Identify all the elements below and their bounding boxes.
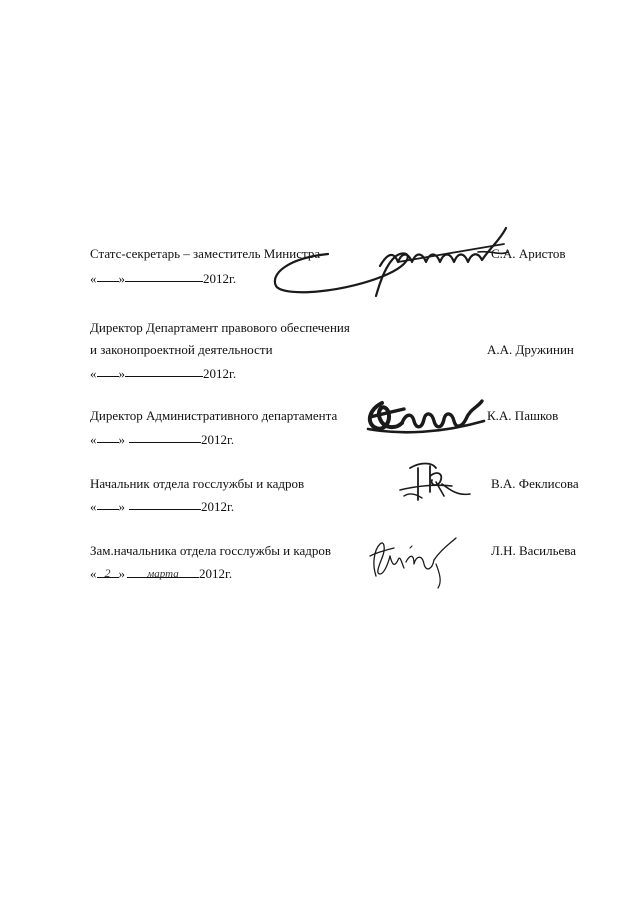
month-blank [125, 364, 203, 377]
date-open-quote: « [90, 271, 97, 286]
date-close-quote: » [118, 271, 125, 286]
date-year: 2012г. [201, 432, 235, 447]
day-blank [97, 497, 119, 510]
signature-feklisova [396, 456, 476, 506]
signatory-1-title: Статс-секретарь – заместитель Министра [90, 246, 321, 261]
signature-pashkov [362, 395, 490, 437]
date-open-quote: « [90, 499, 97, 514]
handwritten-month: марта [147, 568, 179, 580]
handwritten-day: 2 [104, 566, 111, 580]
signatory-2-title-line-2: и законопроектной деятельности [90, 342, 273, 357]
month-blank [127, 565, 199, 578]
signature-aristov [268, 222, 528, 302]
signatory-4-date [90, 498, 234, 515]
signatory-5-date [90, 566, 232, 582]
day-blank [97, 269, 119, 282]
date-close-quote: » [118, 499, 125, 514]
date-close-quote: » [118, 566, 125, 581]
signatory-1-name: С.А. Аристов [491, 246, 566, 261]
date-year: 2012г. [201, 499, 235, 514]
date-year: 2012г. [203, 271, 237, 286]
day-blank [97, 364, 119, 377]
signatory-3-name: К.А. Пашков [487, 408, 559, 423]
day-blank [97, 430, 119, 443]
date-close-quote: » [118, 432, 125, 447]
date-open-quote: « [90, 366, 97, 381]
month-blank [129, 430, 201, 443]
signatory-5-name: Л.Н. Васильева [491, 543, 577, 558]
signatory-3-title: Директор Административного департамента [90, 408, 338, 423]
signatory-4-name: В.А. Феклисова [491, 476, 579, 491]
signatory-2-date [90, 365, 236, 382]
date-year: 2012г. [203, 366, 237, 381]
date-close-quote: » [118, 366, 125, 381]
signatory-3-date [90, 431, 234, 448]
date-year: 2012г. [199, 566, 233, 581]
date-open-quote: « [90, 432, 97, 447]
day-blank [97, 565, 119, 578]
signatory-1-date [90, 270, 236, 287]
date-open-quote: « [90, 566, 97, 581]
signature-vasilyeva [366, 534, 462, 590]
month-blank [129, 497, 201, 510]
signatory-5-title: Зам.начальника отдела госслужбы и кадров [90, 543, 332, 558]
signatory-4-title: Начальник отдела госслужбы и кадров [90, 476, 305, 491]
signatory-2-name: А.А. Дружинин [487, 342, 574, 357]
month-blank [125, 269, 203, 282]
signatory-2-title-line-1: Директор Департамент правового обеспечения [90, 320, 350, 335]
